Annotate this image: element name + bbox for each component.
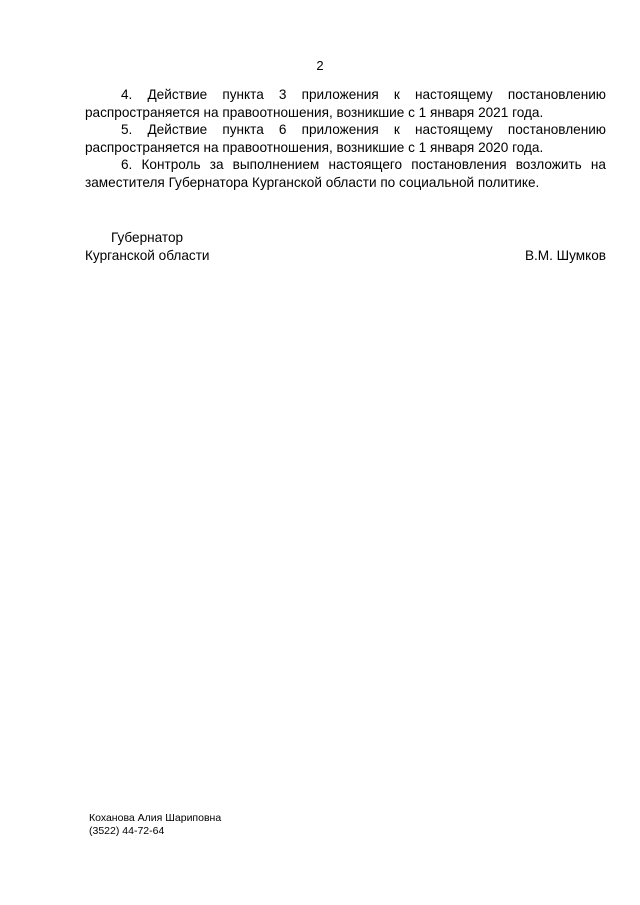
signatory-position: [85, 229, 210, 264]
paragraph-item-6: 6. Контроль за выполнением настоящего постановления возложить на заместителя Губернатора Курганской области по социальной политике.: [85, 157, 606, 190]
paragraph-item-4: 4. Действие пункта 3 приложения к настоящему постановлению распространяется на правоотношения, возникшие с 1 января 2021 года.: [85, 87, 606, 120]
executor-name: Коханова Алия Шариповна: [89, 812, 222, 824]
signatory-position-line2: Курганской области: [85, 247, 210, 263]
signatory-name: В.М. Шумков: [524, 248, 606, 263]
page-number: 2: [316, 58, 324, 73]
paragraph-item-5: 5. Действие пункта 6 приложения к настоящему постановлению распространяется на правоотношения, возникшие с 1 января 2020 года.: [85, 122, 606, 155]
resolution-body: [85, 86, 606, 192]
executor-phone: (3522) 44-72-64: [89, 825, 165, 837]
executor-contact: [89, 812, 221, 838]
signatory-position-line1: Губернатор: [111, 230, 184, 245]
